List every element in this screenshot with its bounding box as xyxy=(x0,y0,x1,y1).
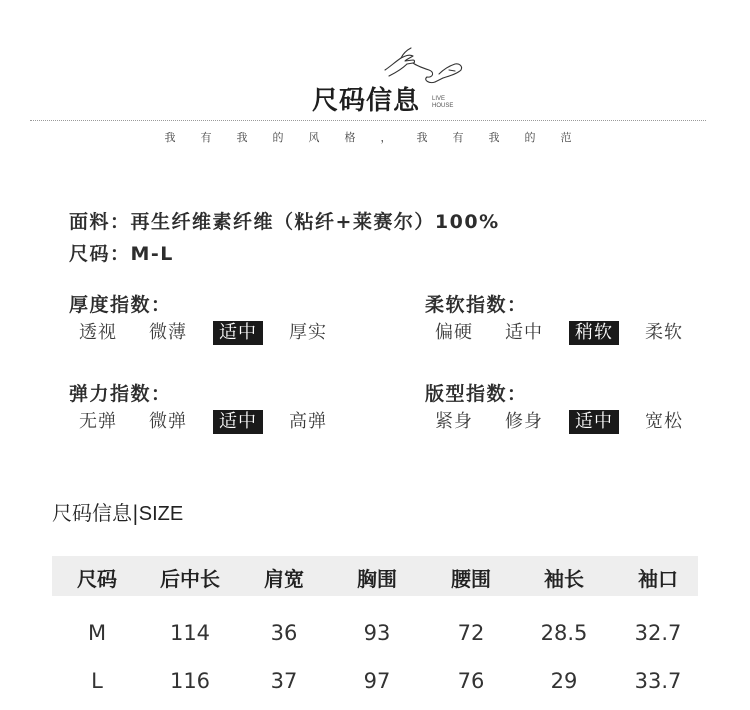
softness-option: 偏硬 xyxy=(435,322,473,343)
table-cell: 116 xyxy=(169,669,211,693)
fit-option: 修身 xyxy=(505,411,543,432)
softness-option: 柔软 xyxy=(645,322,683,343)
table-cell-size: L xyxy=(91,669,103,693)
table-cell: 32.7 xyxy=(634,621,682,645)
slogan-char: 格 xyxy=(344,131,356,144)
slogan-char: ， xyxy=(380,131,392,144)
table-header-cell: 腰围 xyxy=(451,567,491,591)
thickness-option: 微薄 xyxy=(149,322,187,343)
slogan-char: 范 xyxy=(560,131,572,144)
table-header-cell: 后中长 xyxy=(160,567,220,591)
softness-index-title: 柔软指数： xyxy=(425,294,528,316)
elasticity-option: 无弹 xyxy=(79,411,117,432)
softness-option: 适中 xyxy=(505,322,543,343)
header-divider xyxy=(30,120,706,121)
thickness-option: 厚实 xyxy=(289,322,327,343)
table-cell: 93 xyxy=(363,621,391,645)
table-header-cell: 尺码 xyxy=(77,567,117,591)
elasticity-option: 高弹 xyxy=(289,411,327,432)
elasticity-option-selected: 适中 xyxy=(213,410,263,434)
slogan xyxy=(0,129,750,145)
table-header-cell: 袖口 xyxy=(638,567,678,591)
table-cell-size: M xyxy=(87,621,107,645)
slogan-char: 的 xyxy=(524,131,536,144)
fabric-info: 面料：再生纤维素纤维（粘纤+莱赛尔）100% xyxy=(69,211,500,233)
table-cell: 114 xyxy=(169,621,211,645)
slogan-char: 我 xyxy=(164,131,176,144)
thickness-index-title: 厚度指数： xyxy=(69,294,172,316)
thickness-option: 透视 xyxy=(79,322,117,343)
elasticity-option: 微弹 xyxy=(149,411,187,432)
size-section-heading: 尺码信息|SIZE xyxy=(52,501,184,525)
fit-option: 紧身 xyxy=(435,411,473,432)
fit-index-title: 版型指数： xyxy=(425,383,528,405)
slogan-char: 我 xyxy=(488,131,500,144)
page-title: 尺码信息 xyxy=(312,86,421,116)
slogan-char: 风 xyxy=(308,131,320,144)
table-cell: 29 xyxy=(550,669,578,693)
table-cell: 36 xyxy=(270,621,298,645)
hands-logo-icon xyxy=(383,44,465,88)
fit-option: 宽松 xyxy=(645,411,683,432)
slogan-char: 我 xyxy=(236,131,248,144)
logo-wordmark: LIVE HOUSE xyxy=(432,96,454,109)
table-cell: 72 xyxy=(457,621,485,645)
thickness-option-selected: 适中 xyxy=(213,321,263,345)
table-header-cell: 胸围 xyxy=(357,567,397,591)
table-cell: 28.5 xyxy=(540,621,588,645)
elasticity-index-title: 弹力指数： xyxy=(69,383,172,405)
slogan-char: 有 xyxy=(452,131,464,144)
table-cell: 37 xyxy=(270,669,298,693)
slogan-char: 的 xyxy=(272,131,284,144)
table-cell: 33.7 xyxy=(634,669,682,693)
size-range-info: 尺码：M-L xyxy=(69,243,174,265)
slogan-char: 我 xyxy=(416,131,428,144)
table-cell: 97 xyxy=(363,669,391,693)
softness-option-selected: 稍软 xyxy=(569,321,619,345)
slogan-char: 有 xyxy=(200,131,212,144)
fit-option-selected: 适中 xyxy=(569,410,619,434)
table-header-cell: 袖长 xyxy=(544,567,584,591)
table-cell: 76 xyxy=(457,669,485,693)
table-header-cell: 肩宽 xyxy=(264,567,304,591)
